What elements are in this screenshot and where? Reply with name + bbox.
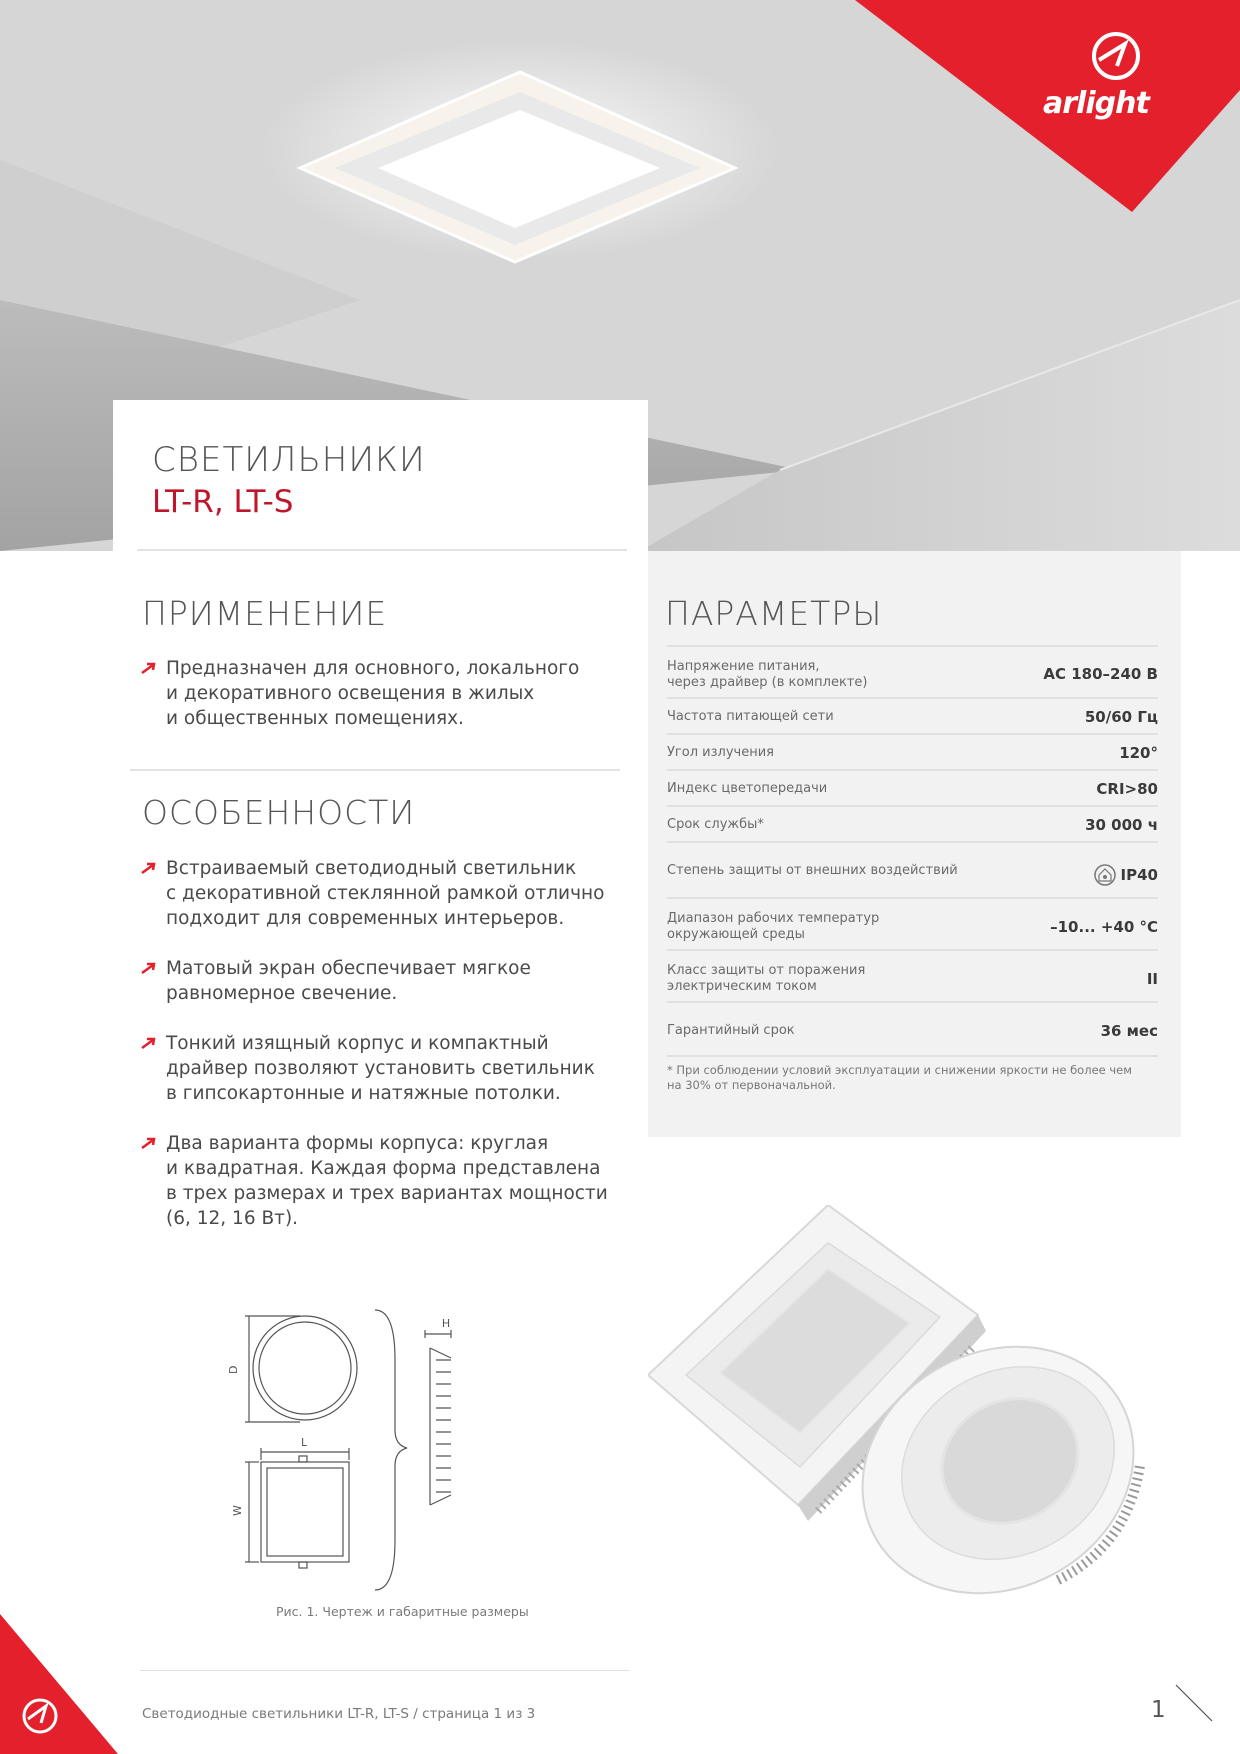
bullet-arrow-icon (141, 1036, 157, 1050)
feature-item (141, 1031, 611, 1106)
title-divider (137, 549, 627, 551)
feature-item (141, 956, 611, 1006)
param-label: Напряжение питания, через драйвер (в комплекте) (667, 659, 868, 690)
product-photo (648, 1205, 1158, 1610)
corner-slash (1174, 1683, 1214, 1723)
feature-item (141, 856, 611, 931)
param-value: 50/60 Гц (1084, 708, 1158, 726)
dim-label-h: H (441, 1317, 451, 1330)
param-row (667, 841, 1158, 899)
features-heading: ОСОБЕННОСТИ (142, 793, 416, 832)
param-value: –10... +40 °C (1050, 918, 1158, 936)
param-label: Угол излучения (667, 745, 774, 760)
param-label: Срок службы* (667, 817, 764, 832)
parameters-footnote: * При соблюдении условий эксплуатации и снижении яркости не более чем на 30% от первоначальной. (667, 1063, 1132, 1092)
footer-text: Светодиодные светильники LT-R, LT-S / страница 1 из 3 (142, 1706, 536, 1722)
param-value: II (1146, 970, 1158, 988)
bullet-arrow-icon (141, 861, 157, 875)
feature-item (141, 1131, 611, 1231)
application-text: Предназначен для основного, локального и декоративного освещения в жилых и общественных помещениях. (166, 658, 580, 729)
product-models: LT-R, LT-S (152, 484, 294, 520)
feature-text: Тонкий изящный корпус и компактный драйвер позволяют установить светильник в гипсокартонные и натяжные потолки. (166, 1033, 595, 1104)
feature-text: Встраиваемый светодиодный светильник с декоративной стеклянной рамкой отлично подходит для современных интерьеров. (166, 858, 605, 929)
parameters-heading: ПАРАМЕТРЫ (665, 594, 883, 633)
application-heading: ПРИМЕНЕНИЕ (142, 594, 388, 633)
dimension-drawing (225, 1300, 495, 1595)
footer-divider (140, 1670, 630, 1671)
title-box (113, 400, 648, 551)
dim-label-w: W (231, 1505, 244, 1516)
page-title: СВЕТИЛЬНИКИ (152, 440, 426, 480)
bullet-arrow-icon (141, 1136, 157, 1150)
footer-logo-corner (0, 1614, 120, 1754)
param-label: Степень защиты от внешних воздействий (667, 863, 958, 878)
dim-label-d: D (227, 1365, 240, 1374)
param-row (667, 733, 1158, 771)
param-value: 120° (1119, 744, 1158, 762)
param-value: 36 мес (1100, 1022, 1158, 1040)
section-divider (130, 769, 620, 771)
param-label: Диапазон рабочих температур окружающей среды (667, 911, 880, 942)
param-value: AC 180–240 B (1043, 665, 1158, 683)
param-value: 30 000 ч (1085, 816, 1158, 834)
param-row (667, 949, 1158, 1003)
feature-text: Матовый экран обеспечивает мягкое равномерное свечение. (166, 958, 531, 1004)
bullet-arrow-icon (141, 661, 157, 675)
param-row (667, 769, 1158, 807)
param-value: IP40 (1120, 866, 1158, 884)
feature-text: Два варианта формы корпуса: круглая и квадратная. Каждая форма представлена в трех размерах и трех вариантах мощности (6, 12, 16 Вт). (166, 1133, 608, 1229)
drawing-caption: Рис. 1. Чертеж и габаритные размеры (276, 1604, 529, 1619)
dim-label-l: L (301, 1436, 308, 1449)
param-row (667, 645, 1158, 699)
page-number: 1 (1151, 1697, 1166, 1723)
param-row (667, 1001, 1158, 1057)
brand-logo[interactable]: arlight (1043, 86, 1149, 121)
application-item (141, 656, 611, 731)
bullet-arrow-icon (141, 961, 157, 975)
param-value: CRI>80 (1096, 780, 1158, 798)
param-label: Частота питающей сети (667, 709, 834, 724)
house-drop-icon (1094, 864, 1116, 886)
param-row (667, 805, 1158, 843)
param-label: Гарантийный срок (667, 1023, 795, 1038)
param-row (667, 897, 1158, 951)
param-row (667, 697, 1158, 735)
param-label: Класс защиты от поражения электрическим током (667, 963, 866, 994)
param-label: Индекс цветопередачи (667, 781, 828, 796)
